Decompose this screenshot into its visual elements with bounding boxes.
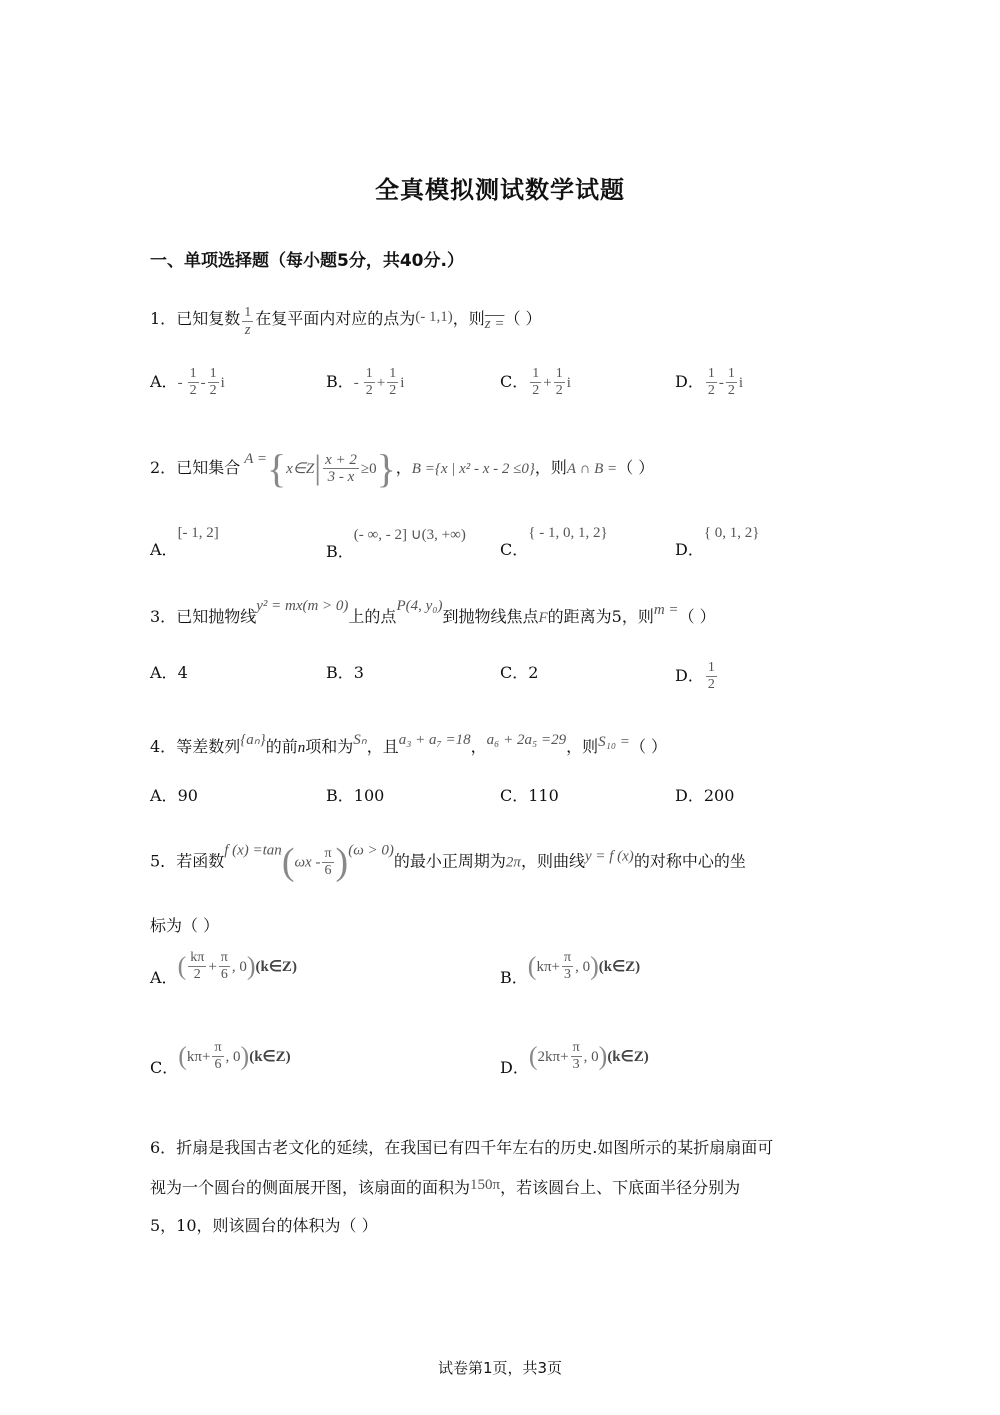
math-sign: - [200,375,206,391]
math-zbar: z = [484,316,505,332]
option-label: D． [675,786,704,805]
math-sequence: {aₙ} [240,732,266,748]
fraction-denominator: 2 [189,383,197,398]
option-b [326,366,404,399]
question-text: 项和为 [305,737,354,756]
option-a [150,660,188,683]
fraction-denominator: 6 [220,967,228,982]
fraction [212,1040,223,1073]
option-value: 200 [703,786,735,805]
option-b [326,660,364,683]
question-5 [150,840,746,884]
option-label: B． [500,968,528,987]
question-text: 已知复数 [176,309,241,328]
math-set-a-label: A = [244,451,267,467]
fraction [364,366,375,399]
page-footer: 试卷第1页，共3页 [437,1359,563,1377]
math-sign: - [353,375,359,391]
question-1 [150,305,542,338]
fraction: $\frac{1}{z}$ [244,305,252,338]
fraction-numerator: 1 [189,366,197,381]
math-sign: - [177,375,183,391]
math-equation-2: a₆ + 2a₅ =29 [486,732,567,748]
option-label: D． [675,666,704,685]
option-c [500,783,559,806]
fraction-numerator: 1 [707,660,715,675]
option-c [500,366,571,399]
option-label: A． [150,663,178,682]
math-sn: Sₙ [353,732,367,748]
math-imaginary-unit: i [400,375,405,391]
option-label: A． [150,372,178,391]
left-paren-icon: ( [281,841,295,883]
math-curve: y = f (x) [584,848,634,865]
math-term: , 0 [583,1049,599,1065]
math-sign: + [208,959,217,975]
question-text: 在复平面内对应的点为 [255,309,416,328]
fraction [562,950,573,983]
math-value: (- ∞, - 2] ∪(3, +∞) [353,527,466,543]
math-function-inner: ωx - [294,854,321,871]
option-d [675,660,719,693]
option-c [500,660,538,683]
fraction [571,1040,582,1073]
fraction-numerator: π [220,950,228,965]
left-paren-icon: ( [177,951,187,981]
fraction [188,950,206,983]
question-6-line-3: 5，10，则该圆台的体积为（ ） [150,1216,378,1235]
left-paren-icon: ( [528,1041,538,1071]
option-label: A． [150,786,178,805]
question-text: 折扇是我国古老文化的延续，在我国已有四千年左右的历史.如图所示的某折扇扇面可 [176,1138,774,1157]
question-5-line-2: 标为（ ） [150,916,220,935]
fraction [706,366,717,399]
math-m: m = [653,602,679,618]
left-brace-icon: { [266,446,287,491]
math-function: f (x) =tan [224,842,282,859]
right-paren-icon: ) [598,1041,608,1071]
math-imaginary-unit: i [220,375,225,391]
option-label: C． [500,372,529,391]
math-condition: (k∈Z) [607,1049,649,1065]
question-text: ，则 [452,309,485,328]
fraction: $\frac{\pi}{6}$ [324,845,332,878]
math-omega: (ω > 0) [348,842,394,859]
option-c [500,525,608,560]
fraction-denominator: 2 [193,967,201,982]
fraction-numerator: π [214,1040,222,1055]
fraction-denominator: 2 [727,383,735,398]
math-set-b: B ={x | x² - x - 2 ≤0} [411,461,535,477]
question-2 [150,445,654,492]
option-c [150,1040,291,1078]
option-d [675,783,734,806]
right-paren-icon: ) [590,951,599,981]
question-4 [150,730,667,757]
punctuation: ， [470,737,487,756]
fraction-denominator: 2 [532,383,540,398]
right-paren-icon: ) [240,1041,250,1071]
fraction [554,366,565,399]
fraction-denominator: 2 [209,383,217,398]
question-text: 的对称中心的坐 [633,851,746,871]
page-title: 全真模拟测试数学试题 [375,176,625,204]
punctuation: ， [395,458,412,477]
math-value: { - 1, 0, 1, 2} [528,525,608,541]
fraction-numerator: 1 [389,366,397,381]
answer-paren: （ ） [617,458,655,477]
math-term: , 0 [231,959,247,975]
fraction-denominator: 3 [572,1057,580,1072]
fraction [188,366,199,399]
math-value: [- 1, 2] [177,525,219,541]
fraction-denominator: 2 [389,383,397,398]
option-label: C． [150,1058,179,1077]
question-text: 已知抛物线 [176,607,257,626]
option-label: B． [326,786,354,805]
math-term: 2kπ [537,1049,561,1065]
fraction [208,366,219,399]
math-condition: (k∈Z) [598,959,641,975]
fraction-numerator: 1 [365,366,373,381]
fraction-denominator: 6 [214,1057,222,1072]
math-s10: S₁₀ = [598,734,630,750]
option-a [150,525,219,560]
right-brace-icon: } [376,446,396,491]
math-equation-1: a₃ + a₇ =18 [398,732,471,748]
option-label: D． [675,540,704,559]
fraction [726,366,737,399]
math-term: kπ [186,1049,202,1065]
question-number: 1． [150,309,177,328]
option-d [675,525,760,560]
option-b [500,950,640,988]
question-text: 视为一个圆台的侧面展开图，该扇面的面积为 [150,1178,471,1197]
option-a [150,783,198,806]
math-ge: ≥0 [360,461,377,477]
question-3 [150,598,716,627]
question-number: 3． [150,607,177,626]
fraction-denominator: 2 [707,677,715,692]
math-term: kπ [536,959,552,975]
math-equation: y² = mx(m > 0) [256,598,349,614]
divider-bar-icon: | [314,449,322,487]
option-label: C． [500,663,529,682]
question-number: 6． [150,1138,177,1157]
answer-paren: （ ） [504,309,542,328]
fraction-numerator: π [572,1040,580,1055]
question-text: 的前 [265,737,298,756]
question-number: 5． [150,851,177,871]
math-term: , 0 [575,959,591,975]
option-label: D． [500,1058,529,1077]
option-value: 2 [528,663,539,682]
fraction-numerator: kπ [190,950,205,965]
question-text: 的距离为5，则 [547,607,654,626]
math-point: P(4, y₀) [396,598,443,614]
math-n: n [297,740,306,756]
question-text: ，且 [366,737,399,756]
question-6-line-2 [150,1175,740,1198]
right-paren-icon: ) [335,841,349,883]
math-sign: + [202,1049,211,1065]
question-text: 的最小正周期为 [393,851,506,871]
math-sign: + [543,375,552,391]
option-d [500,1040,649,1078]
option-a [150,950,297,988]
fraction-denominator: 2 [365,383,373,398]
question-text: ，则 [566,737,599,756]
option-a [150,366,225,399]
fraction-denominator: 2 [707,383,715,398]
math-imaginary-unit: i [566,375,571,391]
math-sign: + [560,1049,569,1065]
math-expression: A ∩ B = [566,461,618,477]
option-label: A． [150,968,178,987]
fraction [706,660,717,693]
question-6 [150,1135,773,1158]
right-paren-icon: ) [246,951,256,981]
answer-paren: （ ） [678,607,716,626]
math-set-var: x∈Z [286,461,315,477]
answer-paren: （ ） [629,737,668,756]
option-label: B． [326,542,354,561]
option-label: D． [675,372,704,391]
fraction-numerator: 1 [555,366,563,381]
math-imaginary-unit: i [738,375,744,391]
option-label: B． [326,663,354,682]
option-value: 90 [177,786,198,805]
math-focus: F [538,610,548,626]
math-sign: + [376,375,386,391]
option-value: 110 [528,786,559,805]
fraction-numerator: π [563,950,572,965]
math-condition: (k∈Z) [255,959,297,975]
fraction-denominator: 2 [555,383,563,398]
option-value: 100 [353,786,385,805]
fraction [530,366,541,399]
question-text: 到抛物线焦点 [442,607,539,626]
math-point: (- 1,1) [415,309,453,325]
left-paren-icon: ( [178,1041,187,1071]
option-value: 4 [177,663,188,682]
option-label: C． [500,540,529,559]
option-label: A． [150,540,178,559]
fraction: $\frac{x + 2}{3 - x}$ [325,452,357,485]
question-number: 2． [150,458,177,477]
question-text: ，则曲线 [520,851,585,871]
fraction-numerator: 1 [727,366,735,381]
option-b [326,783,384,806]
math-area: 150π [470,1177,501,1193]
question-text: 已知集合 [176,458,241,477]
fraction-numerator: 1 [209,366,217,381]
fraction [387,366,398,399]
option-b [326,525,466,562]
question-text: 若函数 [176,851,225,871]
math-period: 2π [505,854,521,871]
math-term: , 0 [225,1049,241,1065]
fraction-numerator: 1 [707,366,715,381]
option-d [675,366,743,399]
question-text: 等差数列 [176,737,241,756]
question-text: 上的点 [348,607,397,626]
question-text: ，若该圆台上、下底面半径分别为 [500,1178,741,1197]
math-sign: + [551,959,560,975]
fraction-numerator: 1 [532,366,540,381]
question-number: 4． [150,737,177,756]
left-paren-icon: ( [527,951,537,981]
option-label: B． [326,372,354,391]
section-heading: 一、单项选择题（每小题5分，共40分.） [150,251,464,271]
fraction [219,950,230,983]
option-value: 3 [353,663,364,682]
math-sign: - [718,375,724,391]
option-label: C． [500,786,529,805]
fraction-denominator: 3 [564,967,572,982]
math-condition: (k∈Z) [249,1049,291,1065]
question-text: ，则 [534,458,567,477]
math-value: { 0, 1, 2} [703,525,760,541]
